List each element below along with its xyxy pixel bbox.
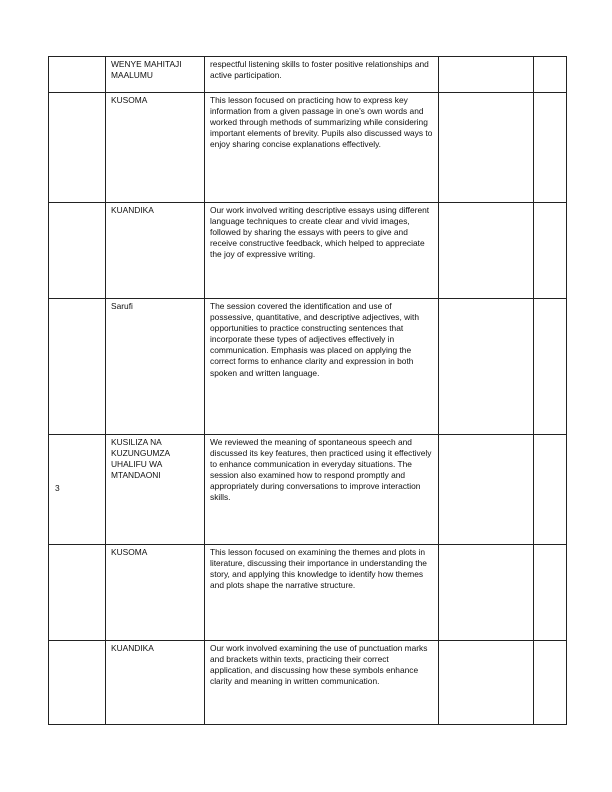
empty-cell bbox=[534, 545, 567, 641]
topic-cell: KUSILIZA NA KUZUNGUMZA UHALIFU WA MTANDAONI bbox=[106, 435, 205, 545]
summary-cell: This lesson focused on practicing how to express key information from a given passage in one’s own words and worked through methods of summarizing while considering important elements of brevity. Pupils also discussed ways to enjoy sharing concise explanations effectively. bbox=[205, 93, 439, 203]
topic-cell: KUANDIKA bbox=[106, 641, 205, 725]
empty-cell bbox=[439, 203, 534, 299]
empty-cell bbox=[534, 435, 567, 545]
empty-cell bbox=[439, 435, 534, 545]
topic-cell: KUSOMA bbox=[106, 93, 205, 203]
table-row bbox=[49, 57, 567, 93]
topic-cell: Sarufi bbox=[106, 299, 205, 435]
empty-cell bbox=[439, 57, 534, 93]
week-cell bbox=[49, 641, 106, 725]
empty-cell bbox=[439, 93, 534, 203]
table-row bbox=[49, 299, 567, 435]
summary-cell: The session covered the identification and use of possessive, quantitative, and descriptive adjectives, with opportunities to practice constructing sentences that incorporate these types of adjectives effectively in communication. Emphasis was placed on applying the correct forms to enhance clarity and expression in both spoken and written language. bbox=[205, 299, 439, 435]
record-of-work-table bbox=[48, 56, 567, 725]
table-row bbox=[49, 203, 567, 299]
topic-cell: KUSOMA bbox=[106, 545, 205, 641]
table-row bbox=[49, 545, 567, 641]
summary-cell: Our work involved writing descriptive essays using different language techniques to create clear and vivid images, followed by sharing the essays with peers to give and receive constructive feedback, which helped to appreciate the joy of expressive writing. bbox=[205, 203, 439, 299]
empty-cell bbox=[439, 641, 534, 725]
week-cell bbox=[49, 93, 106, 203]
table-row bbox=[49, 641, 567, 725]
empty-cell bbox=[534, 93, 567, 203]
summary-cell: Our work involved examining the use of punctuation marks and brackets within texts, practicing their correct application, and discussing how these symbols enhance clarity and meaning in written communication. bbox=[205, 641, 439, 725]
empty-cell bbox=[534, 299, 567, 435]
table-row bbox=[49, 93, 567, 203]
empty-cell bbox=[439, 299, 534, 435]
empty-cell bbox=[439, 545, 534, 641]
summary-cell: respectful listening skills to foster positive relationships and active participation. bbox=[205, 57, 439, 93]
week-cell bbox=[49, 299, 106, 435]
week-cell bbox=[49, 57, 106, 93]
empty-cell bbox=[534, 641, 567, 725]
table-row bbox=[49, 435, 567, 545]
summary-cell: We reviewed the meaning of spontaneous speech and discussed its key features, then practiced using it effectively to enhance communication in everyday situations. The session also examined how to respond promptly and appropriately during conversations to improve interaction skills. bbox=[205, 435, 439, 545]
summary-cell: This lesson focused on examining the themes and plots in literature, discussing their importance in understanding the story, and applying this knowledge to identify how themes and plots shape the narrative structure. bbox=[205, 545, 439, 641]
empty-cell bbox=[534, 203, 567, 299]
week-cell bbox=[49, 545, 106, 641]
topic-cell: WENYE MAHITAJI MAALUMU bbox=[106, 57, 205, 93]
week-cell bbox=[49, 203, 106, 299]
topic-cell: KUANDIKA bbox=[106, 203, 205, 299]
empty-cell bbox=[534, 57, 567, 93]
week-cell: 3 bbox=[49, 435, 106, 545]
